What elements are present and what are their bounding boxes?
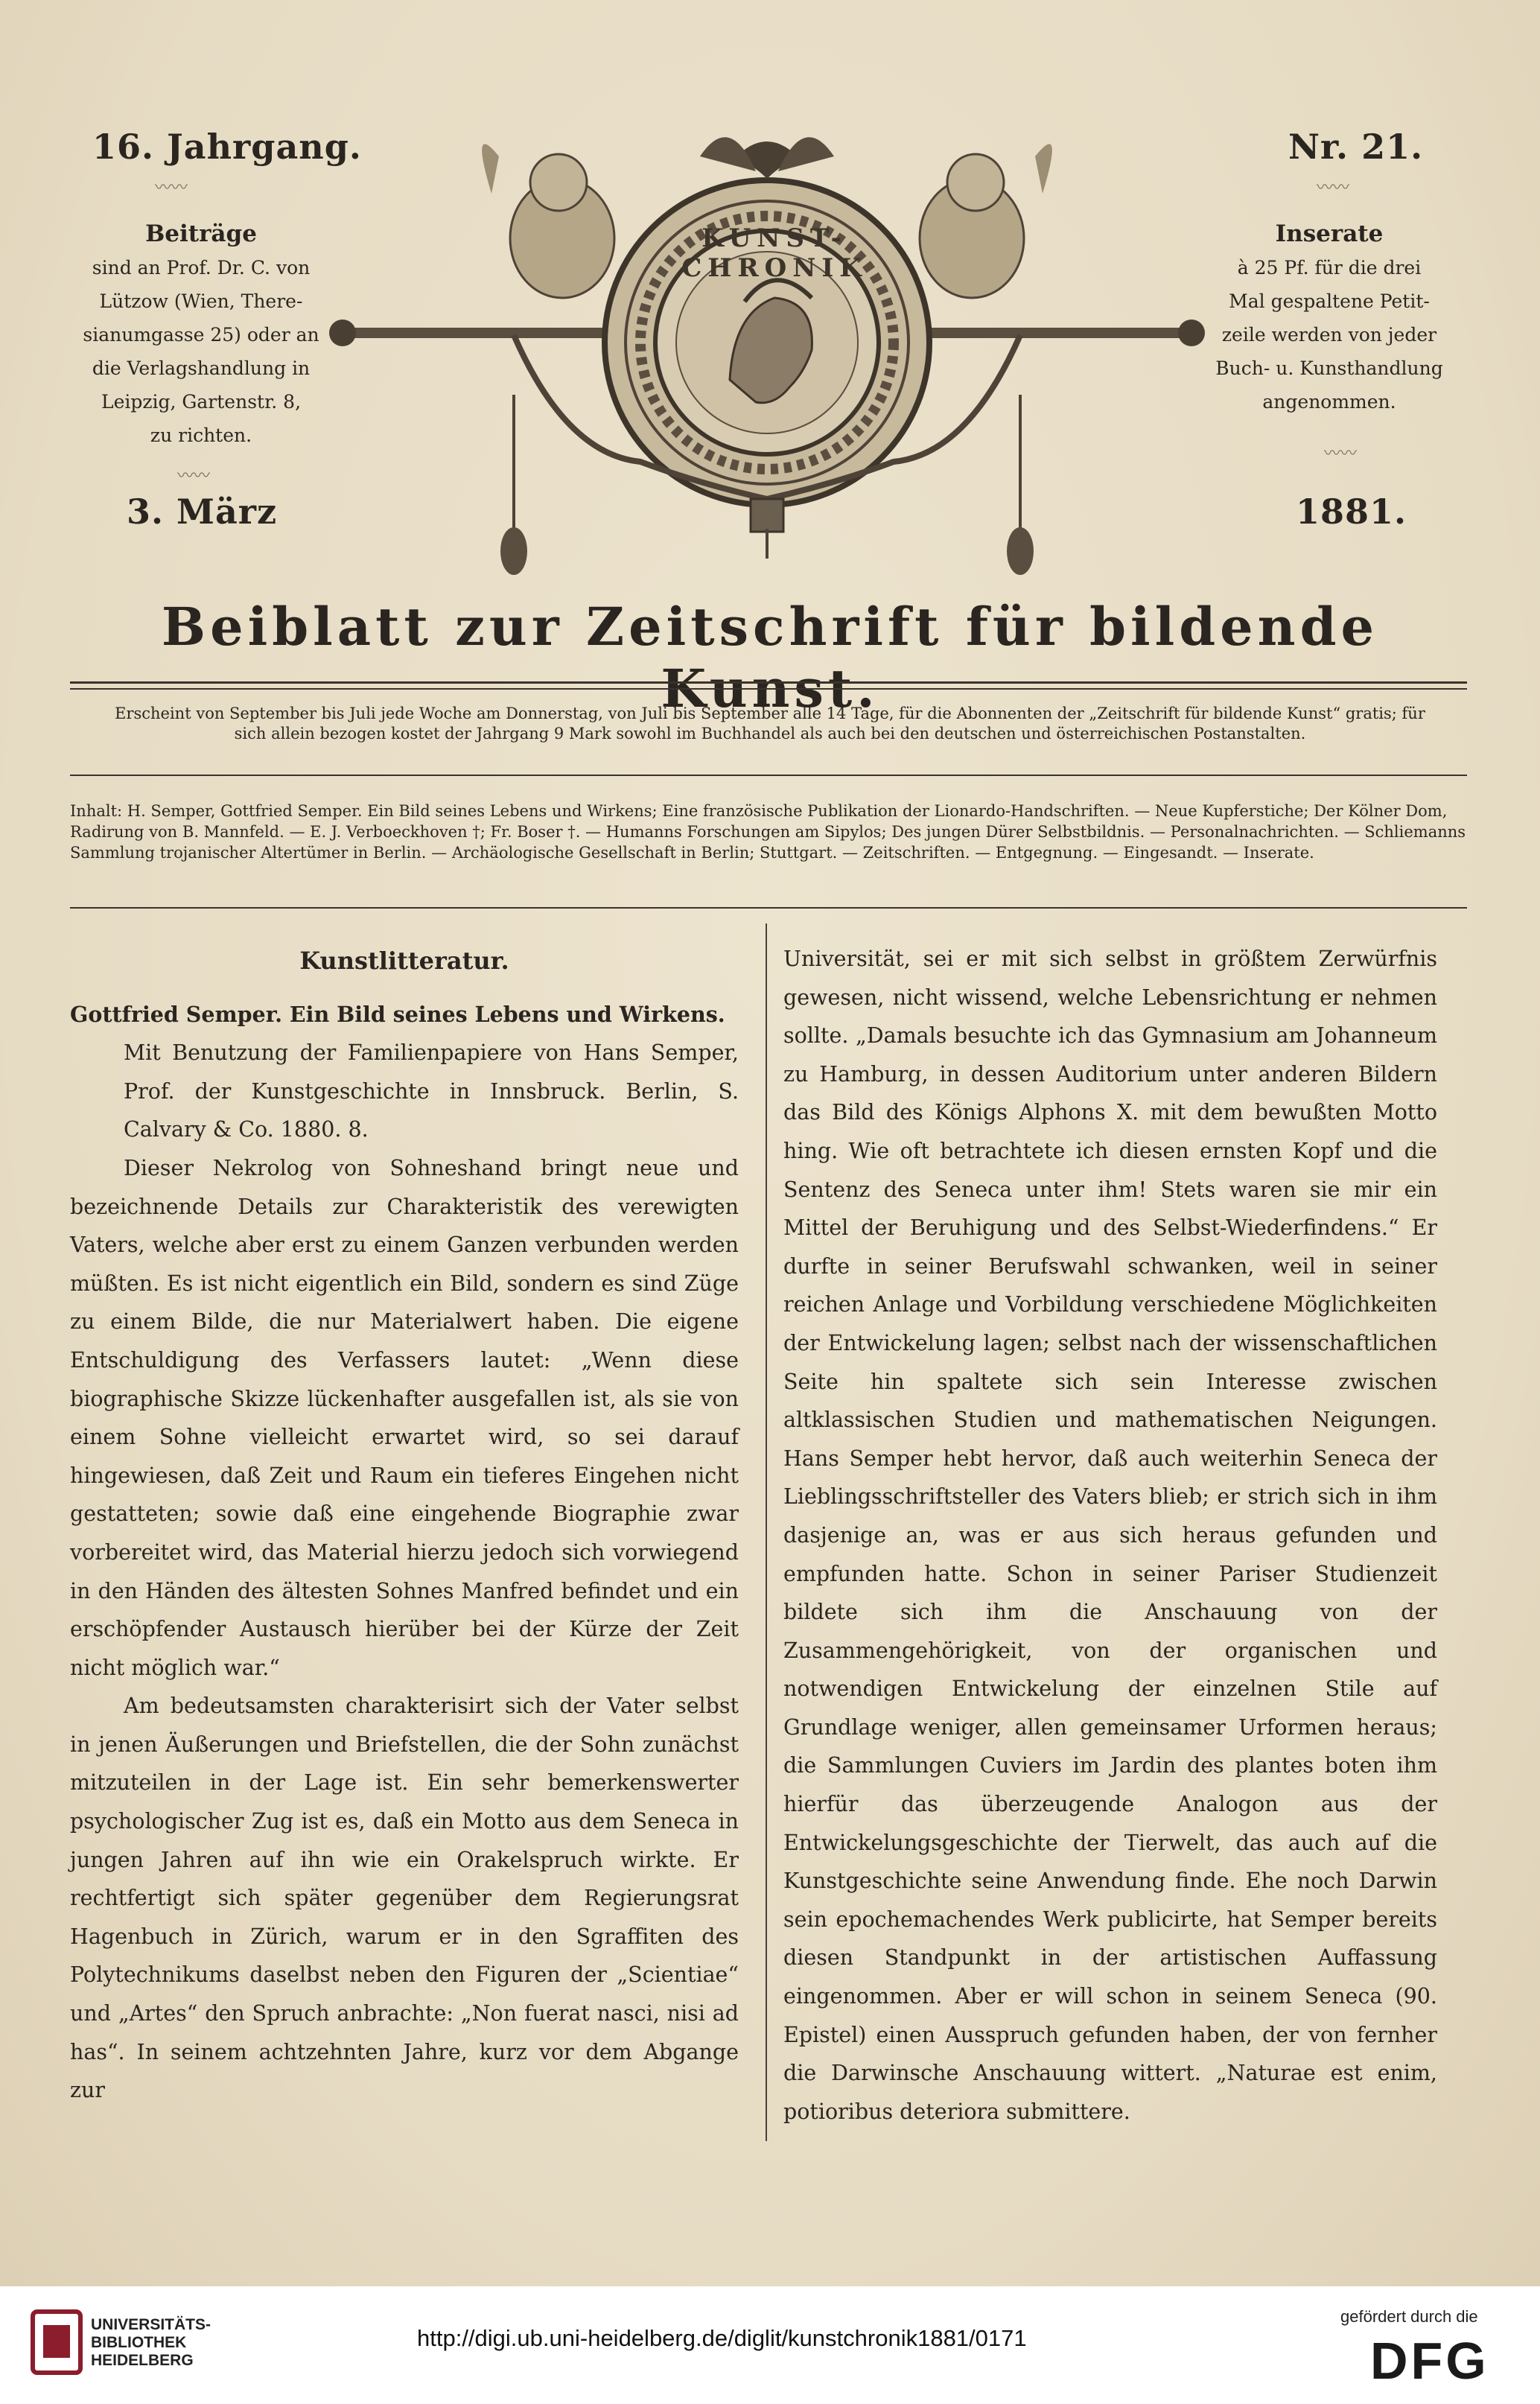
contributions-line: Leipzig, Gartenstr. 8, [101, 391, 302, 413]
viewer-footer [0, 2286, 1540, 2404]
ornament-squiggle: 〰〰 [154, 179, 188, 197]
contributions-line: zu richten. [150, 424, 252, 446]
library-line: HEIDELBERG [91, 2352, 194, 2369]
library-line: BIBLIOTHEK [91, 2334, 187, 2351]
divider [70, 681, 1467, 684]
entry-citation: Mit Benutzung der Familienpapiere von Hans Semper, Prof. der Kunstgeschichte in Innsbruck. Berlin, S. Calvary & Co. 1880. 8. [124, 1040, 739, 1142]
left-column [70, 935, 739, 2110]
kunstchronik-emblem-graphic [328, 112, 1206, 603]
contributions-line: die Verlagshandlung in [92, 357, 311, 379]
advertisements-line: angenommen. [1262, 391, 1396, 413]
masthead-emblem [328, 112, 1206, 603]
paragraph: Am bedeutsamsten charakterisirt sich der Vater selbst in jenen Äußerungen und Briefstellen, die der Sohn zunächst mitzuteilen in der Lage ist. Ein sehr bemerkenswerter psychologischer Zug ist es, daß ein Motto aus dem Seneca in jungen Jahren auf ihn wie ein Orakelspruch wirkte. Er rechtfertigt sich später gegenüber dem Regierungsrat Hagenbuch in Zürich, warum er in den Sgraffiten des Polytechnikums daselbst neben den Figuren der „Scientiae“ und „Artes“ den Spruch anbrachte: „Non fuerat nasci, nisi ad has“. In seinem achtzehnten Jahre, kurz vor dem Abgange zur [70, 1694, 739, 2103]
advertisements-box [1191, 217, 1467, 419]
contributions-title: Beiträge [145, 220, 257, 247]
contributions-line: sianumgasse 25) oder an [83, 324, 319, 346]
funded-by-label: gefördert durch die [1340, 2307, 1478, 2326]
contributions-line: sind an Prof. Dr. C. von [92, 257, 311, 279]
paragraph: Dieser Nekrolog von Sohneshand bringt neue und bezeichnende Details zur Charakteristik des verewigten Vaters, welche aber erst zu einem Ganzen verbunden werden müßten. Es ist nicht eigentlich ein Bild, sondern es sind Züge zu einem Bilde, die nur Materialwert haben. Die eigene Entschuldigung des Verfassers lautet: „Wenn diese biographische Skizze lückenhafter ausgefallen ist, als sie von einem Sohne vielleicht erwartet wird, so sei darauf hingewiesen, daß Zeit und Raum ein tieferes Eingehen nicht gestatteten; sowie daß eine eingehende Biographie zwar vorbereitet wird, das Material hierzu jedoch sich vorwiegend in den Händen des ältesten Sohnes Manfred befindet und ein erschöpfender Austausch hierüber bei der Kürze der Zeit nicht möglich war.“ [70, 1155, 739, 1680]
entry-heading [70, 996, 739, 1034]
source-url-link[interactable]: http://digi.ub.uni-heidelberg.de/diglit/kunstchronik1881/0171 [417, 2325, 1027, 2351]
emblem-text: KUNST-CHRONIK [681, 223, 868, 283]
issue-year: 1881. [1296, 492, 1407, 532]
paragraph: Universität, sei er mit sich selbst in größtem Zerwürfnis gewesen, nicht wissend, welche Lebensrichtung er nehmen sollte. „Damals besuchte ich das Gymnasium am Johanneum zu Hamburg, in dessen Auditorium unter anderen Bildern das Bild des Königs Alphons X. mit dem bewußten Motto hing. Wie oft betrachtete ich diesen ernsten Kopf und die Sentenz des Seneca unter ihm! Stets waren sie mir ein Mittel der Beruhigung und des Selbst-Wiederfindens.“ Er durfte in seiner Berufswahl schwanken, weil in seiner reichen Anlage und Vorbildung verschiedene Möglichkeiten der Entwickelung lagen; selbst nach der wissenschaftlichen Seite hin spaltete sich sein Interesse zwischen altklassischen Studien und mathematischen Neigungen. Hans Semper hebt hervor, daß auch weiterhin Seneca der Lieblingsschriftsteller des Vaters blieb; er strich sich in ihm dasjenige an, was er aus sich heraus gefunden und empfunden hatte. Schon in seiner Pariser Studienzeit bildete sich ihm die Anschauung von der Zusammengehörigkeit, von der organischen und notwendigen Entwickelung der einzelnen Stile auf Grundlage weniger, allen gemeinsamer Urformen heraus; die Sammlungen Cuviers im Jardin des plantes boten ihm hierfür das überzeugende Analogon aus der Entwickelungsgeschichte der Tierwelt, das auch auf die Kunstgeschichte seine Anwendung finde. Ehe noch Darwin sein epochemachendes Werk publicirte, hat Semper bereits diesen Standpunkt in der artistischen Auffassung eingenommen. Aber er will schon in seinem Seneca (90. Epistel) einen Ausspruch gefunden haben, der von fernher die Darwinsche Anschauung wittert. „Naturae est enim, potioribus deteriora submittere. [783, 947, 1437, 2124]
divider [70, 688, 1467, 690]
column-divider [766, 923, 767, 2141]
issue-number: Nr. 21. [1288, 127, 1424, 167]
contributions-line: Lützow (Wien, There- [99, 290, 303, 312]
university-seal-icon [30, 2309, 83, 2376]
publication-notice: Erscheint von September bis Juli jede Woche am Donnerstag, von Juli bis September alle 14 Tage, für die Abonnenten der „Zeitschrift für bildende Kunst“ gratis; für sich allein bezogen kostet der Jahrgang 9 Mark sowohl im Buchhandel als auch bei den deutschen und österreichischen Postanstalten. [115, 705, 1425, 742]
issue-date: 3. März [127, 492, 278, 532]
advertisements-title: Inserate [1275, 220, 1384, 247]
advertisements-line: Buch- u. Kunsthandlung [1215, 357, 1443, 379]
advertisements-line: Mal gespaltene Petit- [1229, 290, 1430, 312]
ornament-squiggle: 〰〰 [1316, 179, 1349, 197]
library-name [91, 2316, 211, 2370]
entry-head: Gottfried Semper. Ein Bild seines Lebens und Wirkens. [70, 1001, 725, 1027]
library-line: UNIVERSITÄTS- [91, 2316, 211, 2333]
ornament-squiggle: 〰〰 [1323, 445, 1357, 463]
divider [70, 775, 1467, 776]
divider [70, 907, 1467, 909]
section-title: Kunstlitteratur. [299, 947, 509, 975]
advertisements-line: zeile werden von jeder [1221, 324, 1437, 346]
advertisements-line: à 25 Pf. für die drei [1237, 257, 1422, 279]
table-of-contents: Inhalt: H. Semper, Gottfried Semper. Ein Bild seines Lebens und Wirkens; Eine französische Publikation der Lionardo-Handschriften. — Neue Kupferstiche; Der Kölner Dom, Radirung von B. Mannfeld. — E. J. Verboeckhoven †; Fr. Boser †. — Humanns Forschungen am Sipylos; Des jungen Dürer Selbstbildnis. — Personalnachrichten. — Schliemanns Sammlung trojanischer Altertümer in Berlin. — Archäologische Gesellschaft in Berlin; Stuttgart. — Zeitschriften. — Entgegnung. — Eingesandt. — Inserate. [70, 802, 1466, 862]
page-title: Beiblatt zur Zeitschrift für bildende [161, 596, 1379, 658]
dfg-logo: DFG [1370, 2332, 1489, 2390]
ornament-squiggle: 〰〰 [176, 467, 210, 486]
contributions-box [74, 217, 328, 452]
volume-label: 16. Jahrgang. [92, 127, 362, 167]
right-column [783, 940, 1437, 2131]
